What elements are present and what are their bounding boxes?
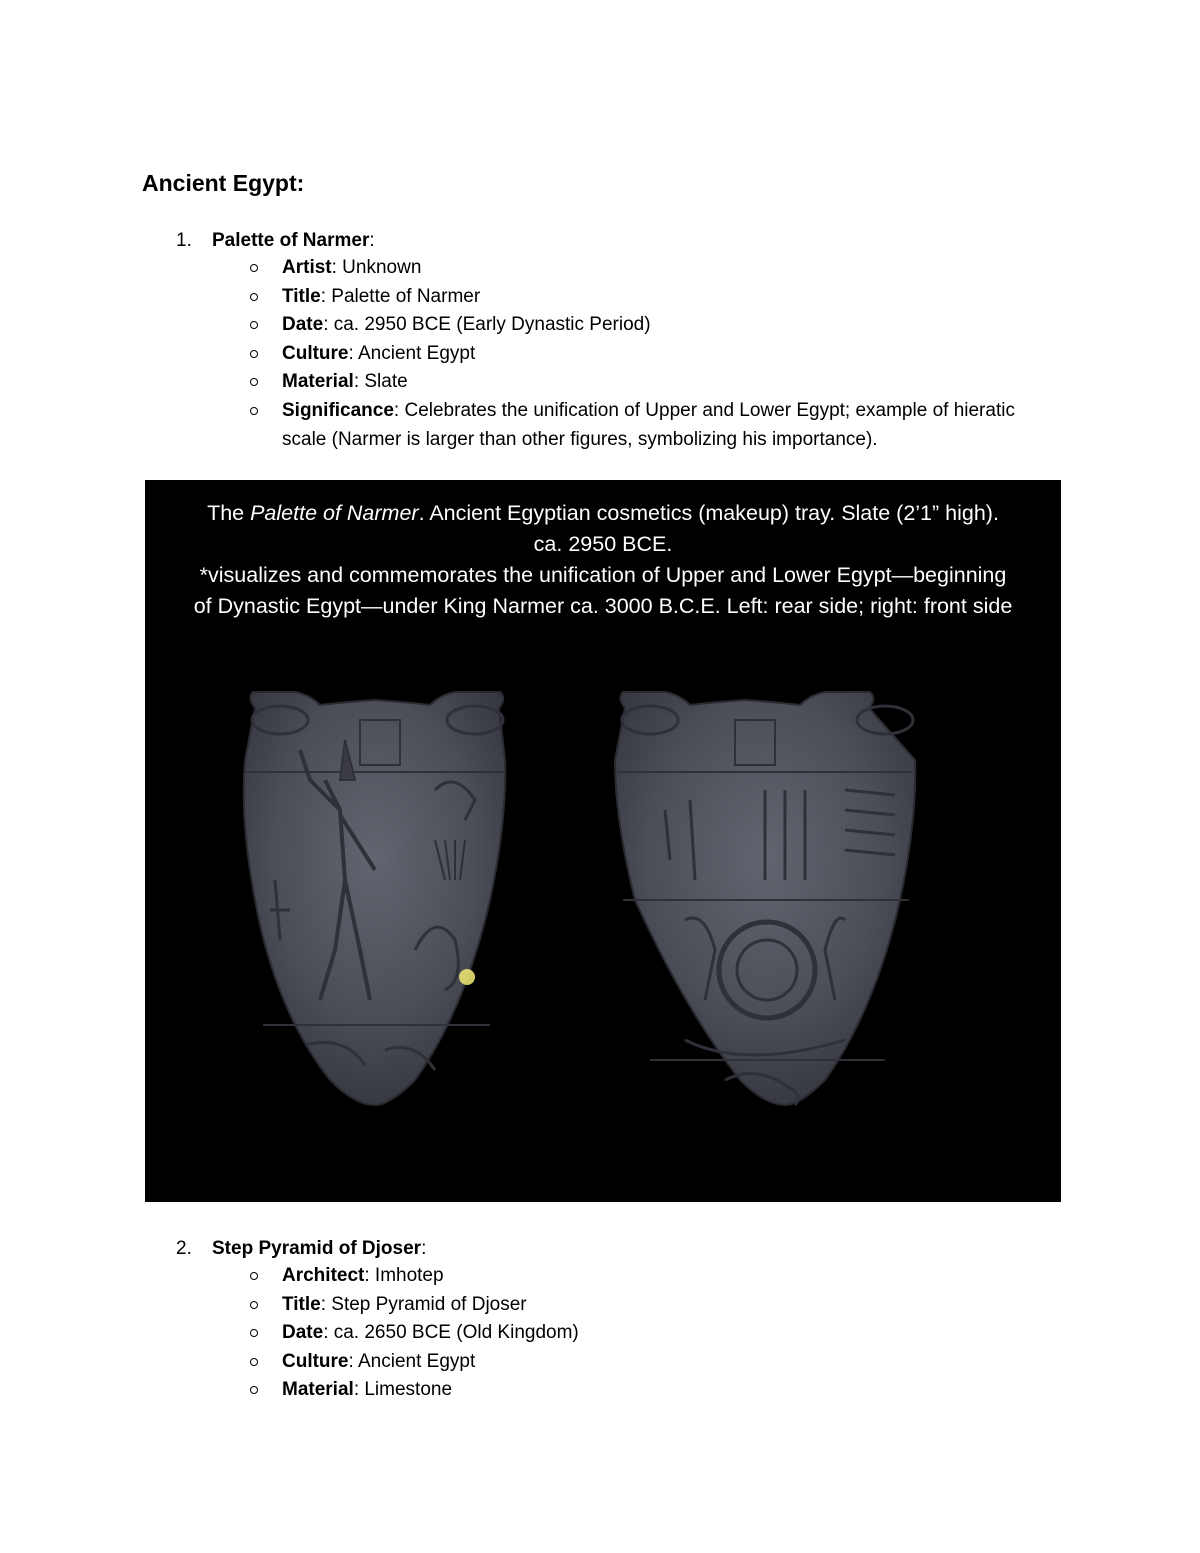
field-value: : Step Pyramid of Djoser bbox=[320, 1293, 527, 1315]
field-label: Artist bbox=[282, 257, 332, 278]
palette-rear-side bbox=[244, 692, 505, 1105]
field-label: Title bbox=[282, 1293, 321, 1315]
field-label: Significance bbox=[282, 399, 394, 421]
palette-of-narmer-figure bbox=[145, 480, 1061, 1202]
field-value: : Limestone bbox=[353, 1379, 453, 1401]
item-title-colon: : bbox=[421, 1238, 427, 1259]
item-1-details bbox=[248, 254, 1062, 454]
detail-material bbox=[248, 368, 1062, 397]
bullet-icon bbox=[250, 350, 258, 358]
palette-front-side bbox=[615, 692, 915, 1105]
field-value: : Slate bbox=[353, 371, 408, 393]
field-value: : Ancient Egypt bbox=[348, 342, 476, 364]
field-value: : Celebrates the unification of Upper and Lower Egypt; example of hieratic scale (Narmer is larger than other figures, symbolizing his importance). bbox=[282, 399, 1015, 450]
caption-line-2: ca. 2950 BCE. bbox=[533, 532, 673, 556]
item-title-text: Palette of Narmer bbox=[212, 230, 370, 251]
detail-culture bbox=[248, 340, 1062, 369]
detail-title bbox=[248, 283, 1062, 312]
field-value: : Ancient Egypt bbox=[348, 1350, 476, 1372]
detail-artist bbox=[248, 254, 1062, 283]
bullet-icon bbox=[250, 1386, 258, 1394]
figure-caption bbox=[145, 498, 1061, 622]
front-slate-shape bbox=[615, 692, 915, 1105]
caption-line-4: of Dynastic Egypt—under King Narmer ca. 3000 B.C.E. Left: rear side; right: front side bbox=[193, 594, 1013, 618]
field-label: Title bbox=[282, 285, 321, 307]
detail-date bbox=[248, 311, 1062, 340]
bullet-icon bbox=[250, 407, 258, 415]
rear-slate-shape bbox=[244, 692, 505, 1105]
field-label: Material bbox=[282, 1379, 354, 1401]
bullet-icon bbox=[250, 293, 258, 301]
field-value: : ca. 2950 BCE (Early Dynastic Period) bbox=[323, 314, 651, 336]
detail-architect bbox=[248, 1262, 1062, 1291]
field-label: Culture bbox=[282, 342, 349, 364]
highlight-spot bbox=[459, 969, 475, 985]
list-number: 1. bbox=[176, 230, 192, 251]
list-item-title bbox=[176, 229, 375, 253]
caption-line-1: The Palette of Narmer. Ancient Egyptian cosmetics (makeup) tray. Slate (2’1” high). bbox=[207, 501, 999, 525]
detail-culture bbox=[248, 1348, 1062, 1377]
item-title-text: Step Pyramid of Djoser bbox=[212, 1238, 422, 1259]
field-label: Culture bbox=[282, 1350, 349, 1372]
field-label: Date bbox=[282, 1322, 324, 1344]
detail-significance bbox=[248, 397, 1062, 454]
bullet-icon bbox=[250, 1272, 258, 1280]
page-heading: Ancient Egypt: bbox=[142, 170, 305, 196]
list-item-title bbox=[176, 1237, 426, 1261]
bullet-icon bbox=[250, 264, 258, 272]
bullet-icon bbox=[250, 321, 258, 329]
item-title-colon: : bbox=[369, 230, 375, 251]
detail-date bbox=[248, 1319, 1062, 1348]
bullet-icon bbox=[250, 1358, 258, 1366]
field-value: : Unknown bbox=[331, 257, 422, 278]
field-label: Architect bbox=[282, 1265, 365, 1286]
list-number: 2. bbox=[176, 1238, 192, 1259]
field-value: : Palette of Narmer bbox=[320, 285, 481, 307]
field-value: : ca. 2650 BCE (Old Kingdom) bbox=[323, 1322, 579, 1344]
field-value: : Imhotep bbox=[364, 1265, 444, 1286]
bullet-icon bbox=[250, 378, 258, 386]
detail-material bbox=[248, 1376, 1062, 1405]
bullet-icon bbox=[250, 1329, 258, 1337]
field-label: Material bbox=[282, 371, 354, 393]
caption-line-3: *visualizes and commemorates the unification of Upper and Lower Egypt—beginning bbox=[199, 563, 1007, 587]
detail-title bbox=[248, 1291, 1062, 1320]
field-label: Date bbox=[282, 314, 324, 336]
bullet-icon bbox=[250, 1301, 258, 1309]
item-2-details bbox=[248, 1262, 1062, 1405]
